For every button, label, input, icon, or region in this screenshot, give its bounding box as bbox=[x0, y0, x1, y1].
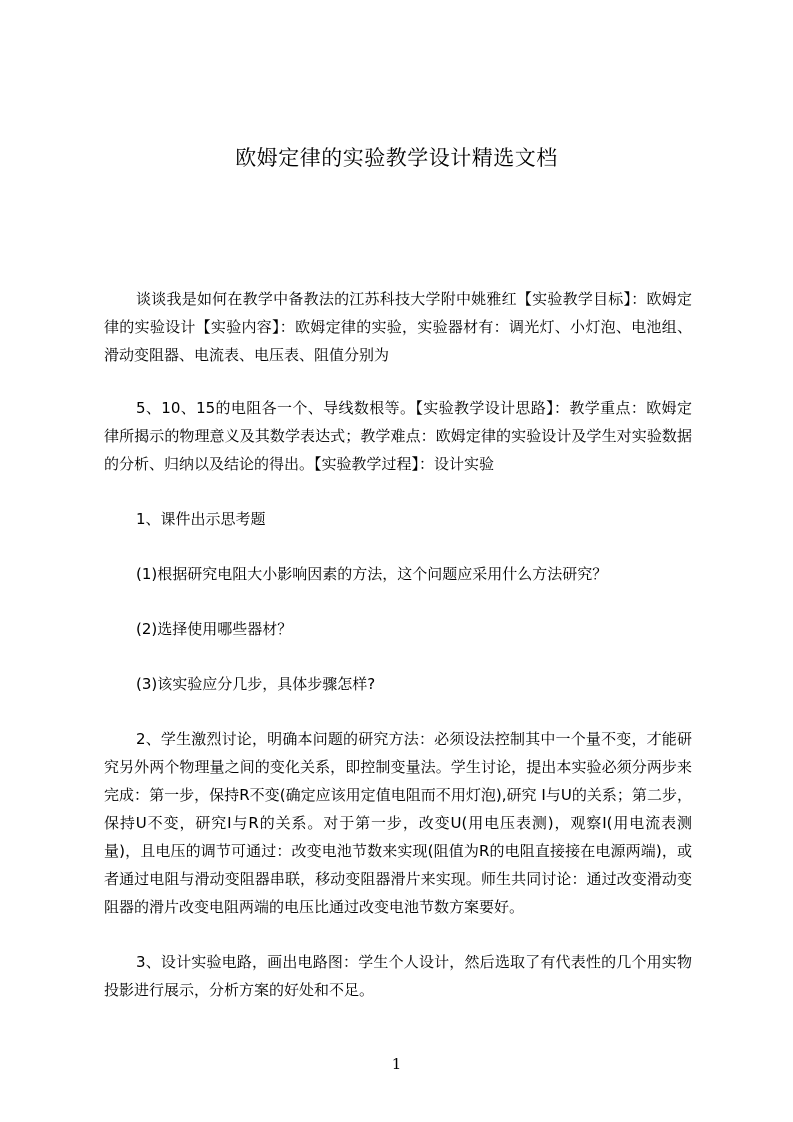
paragraph-question-3: (3)该实验应分几步，具体步骤怎样? bbox=[136, 675, 376, 693]
page-number: 1 bbox=[391, 1055, 402, 1073]
paragraph-step-1: 1、课件出示思考题 bbox=[136, 510, 266, 528]
paragraph-step-2: 2、学生激烈讨论，明确本问题的研究方法：必须设法控制其中一个量不变，才能研究另外两个物理量之间的变化关系，即控制变量法。学生讨论，提出本实验必须分两步来完成：第一步，保持R不变(确定应该用定值电阻而不用灯泡),研究 I与U的关系；第二步，保持U不变，研究I与R的关系。对于第一步，改变U(用电压表测)，观察I(用电流表测量)，且电压的调节可通过：改变电池节数来实现(阻值为R的电阻直接接在电源两端)，或者通过电阻与滑动变阻器串联，移动变阻器滑片来实现。师生共同讨论：通过改变滑动变阻器的滑片改变电阻两端的电压比通过改变电池节数方案要好。 bbox=[104, 730, 692, 916]
document-body bbox=[104, 285, 692, 1004]
paragraph-step-3: 3、设计实验电路，画出电路图：学生个人设计，然后选取了有代表性的几个用实物投影进行展示，分析方案的好处和不足。 bbox=[104, 953, 692, 999]
paragraph-question-1: (1)根据研究电阻大小影响因素的方法，这个问题应采用什么方法研究？ bbox=[136, 565, 608, 583]
paragraph-intro: 谈谈我是如何在教学中备教法的江苏科技大学附中姚雅红【实验教学目标】：欧姆定律的实验设计【实验内容】：欧姆定律的实验，实验器材有：调光灯、小灯泡、电池组、滑动变阻器、电流表、电压表、阻值分别为 bbox=[104, 290, 692, 364]
paragraph-design-ideas: 5、10、15的电阻各一个、导线数根等。【实验教学设计思路】：教学重点：欧姆定律所揭示的物理意义及其数学表达式；教学难点：欧姆定律的实验设计及学生对实验数据的分析、归纳以及结论的得出。【实验教学过程】：设计实验 bbox=[104, 399, 692, 473]
document-title: 欧姆定律的实验教学设计精选文档 bbox=[235, 146, 558, 170]
paragraph-question-2: (2)选择使用哪些器材？ bbox=[136, 620, 293, 638]
